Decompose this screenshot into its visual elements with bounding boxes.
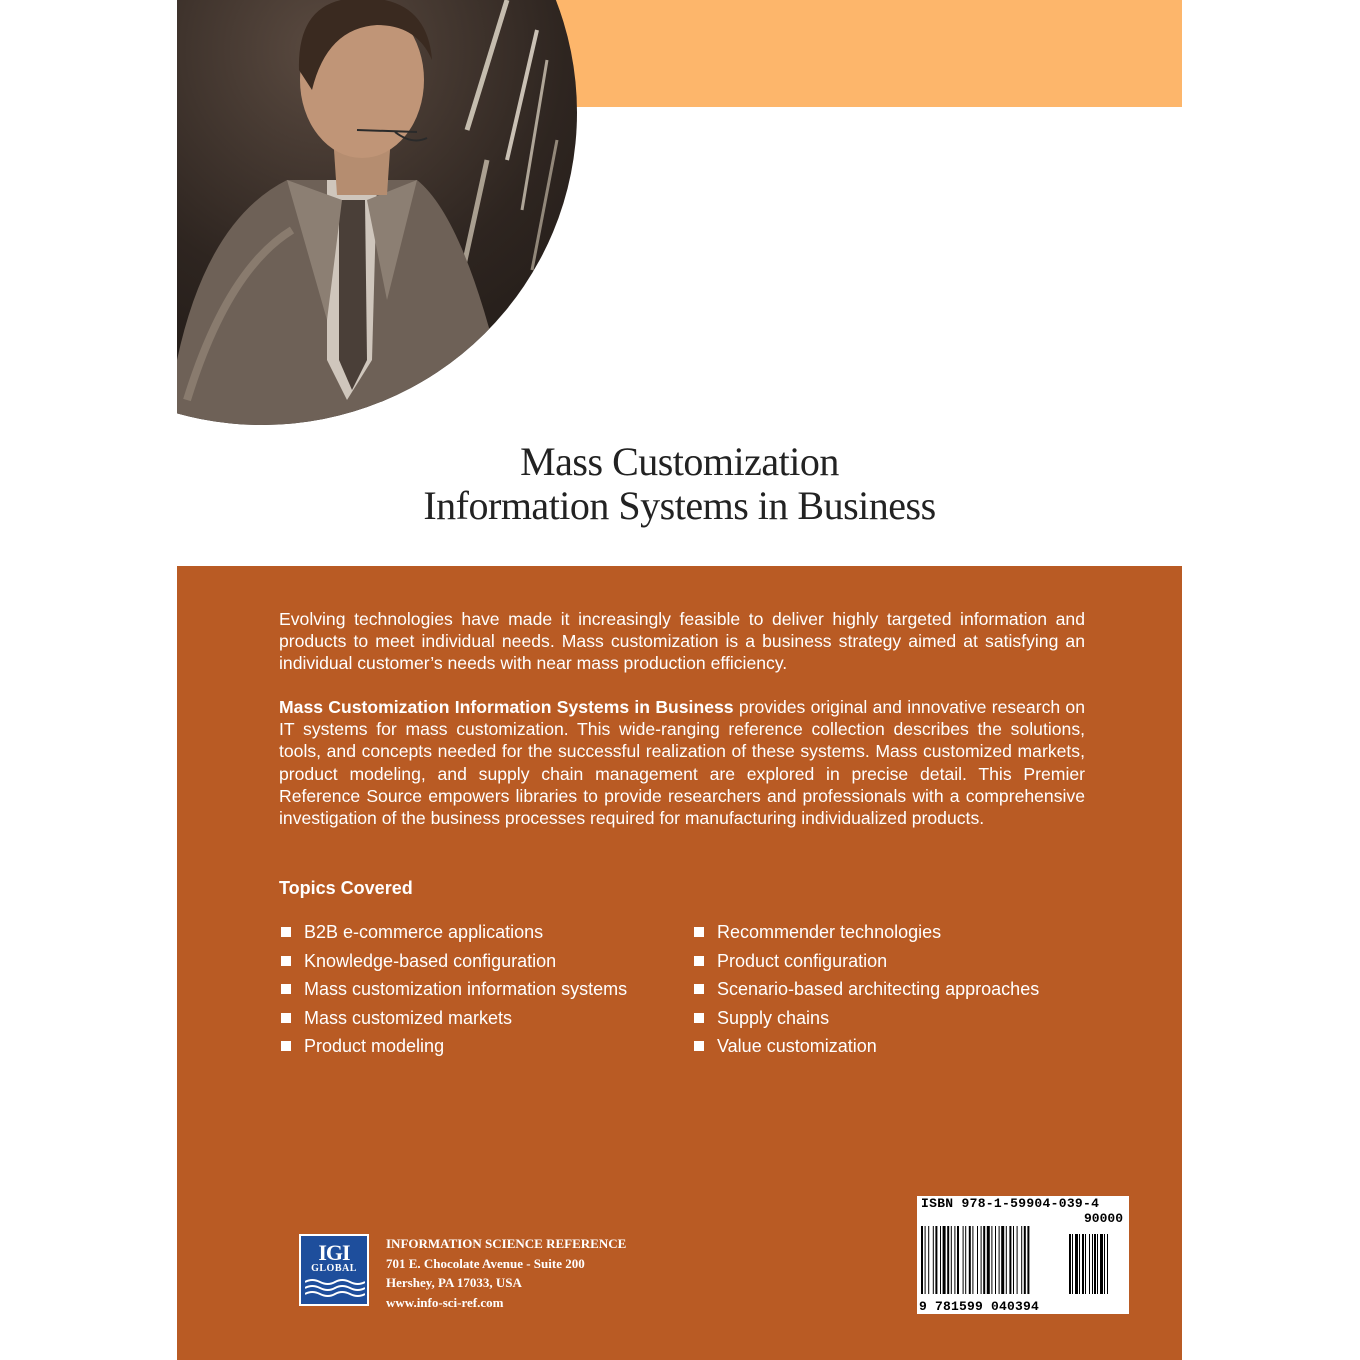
square-bullet-icon bbox=[694, 956, 704, 966]
description-paragraph-1: Evolving technologies have made it increasingly feasible to deliver highly targeted information and products to meet individual needs. Mass customization is a business strategy aimed at satisfying an individual customer’s needs with near mass production efficiency. bbox=[279, 609, 1085, 674]
publisher-address-line-1: 701 E. Chocolate Avenue - Suite 200 bbox=[386, 1255, 585, 1271]
topics-heading: Topics Covered bbox=[279, 878, 413, 898]
description-paragraph-2-text: provides original and innovative research on IT systems for mass customization. This wide-ranging reference collection describes the solutions, tools, and concepts needed for the successful realization of these systems. Mass customized markets, product modeling, and supply chain management are explored in precise detail. This Premier Reference Source empowers libraries to provide researchers and professionals with a comprehensive investigation of the business processes required for manufacturing individualized products. bbox=[279, 697, 1085, 829]
logo-text-global: GLOBAL bbox=[311, 1263, 357, 1274]
list-item: Knowledge-based configuration bbox=[281, 947, 627, 976]
ean-number: 9 781599 040394 bbox=[919, 1299, 1040, 1314]
logo-text-igi: IGI bbox=[318, 1240, 350, 1265]
square-bullet-icon bbox=[694, 984, 704, 994]
description-panel bbox=[177, 566, 1182, 1360]
list-item: B2B e-commerce applications bbox=[281, 918, 627, 947]
publisher-name: INFORMATION SCIENCE REFERENCE bbox=[386, 1236, 627, 1251]
square-bullet-icon bbox=[281, 956, 291, 966]
title-line-1: Mass Customization bbox=[520, 439, 839, 484]
list-item: Mass customization information systems bbox=[281, 975, 627, 1004]
book-back-cover bbox=[177, 0, 1182, 1360]
list-item: Mass customized markets bbox=[281, 1004, 627, 1033]
wave-icon bbox=[305, 1278, 365, 1298]
price-code: 90000 bbox=[1083, 1211, 1123, 1226]
square-bullet-icon bbox=[281, 1013, 291, 1023]
square-bullet-icon bbox=[694, 1041, 704, 1051]
isbn-number: ISBN 978-1-59904-039-4 bbox=[921, 1196, 1100, 1211]
square-bullet-icon bbox=[281, 984, 291, 994]
list-item: Scenario-based architecting approaches bbox=[694, 975, 1039, 1004]
title-line-2: Information Systems in Business bbox=[423, 483, 936, 528]
topics-list-right bbox=[694, 918, 1039, 1061]
publisher-website: www.info-sci-ref.com bbox=[386, 1294, 504, 1310]
description-paragraph-2 bbox=[279, 696, 1085, 829]
book-title bbox=[177, 440, 1182, 528]
topics-list-left bbox=[281, 918, 627, 1061]
igi-global-logo bbox=[299, 1234, 369, 1306]
list-item: Value customization bbox=[694, 1032, 1039, 1061]
square-bullet-icon bbox=[281, 1041, 291, 1051]
isbn-barcode bbox=[917, 1196, 1129, 1314]
publisher-address-line-2: Hershey, PA 17033, USA bbox=[386, 1275, 522, 1290]
list-item: Product modeling bbox=[281, 1032, 627, 1061]
square-bullet-icon bbox=[281, 927, 291, 937]
cover-photo-businessman bbox=[177, 0, 577, 425]
publisher-info bbox=[386, 1234, 626, 1312]
book-title-bold: Mass Customization Information Systems in Business bbox=[279, 697, 734, 717]
list-item: Supply chains bbox=[694, 1004, 1039, 1033]
square-bullet-icon bbox=[694, 927, 704, 937]
list-item: Product configuration bbox=[694, 947, 1039, 976]
square-bullet-icon bbox=[694, 1013, 704, 1023]
list-item: Recommender technologies bbox=[694, 918, 1039, 947]
barcode-bars bbox=[921, 1226, 1127, 1298]
